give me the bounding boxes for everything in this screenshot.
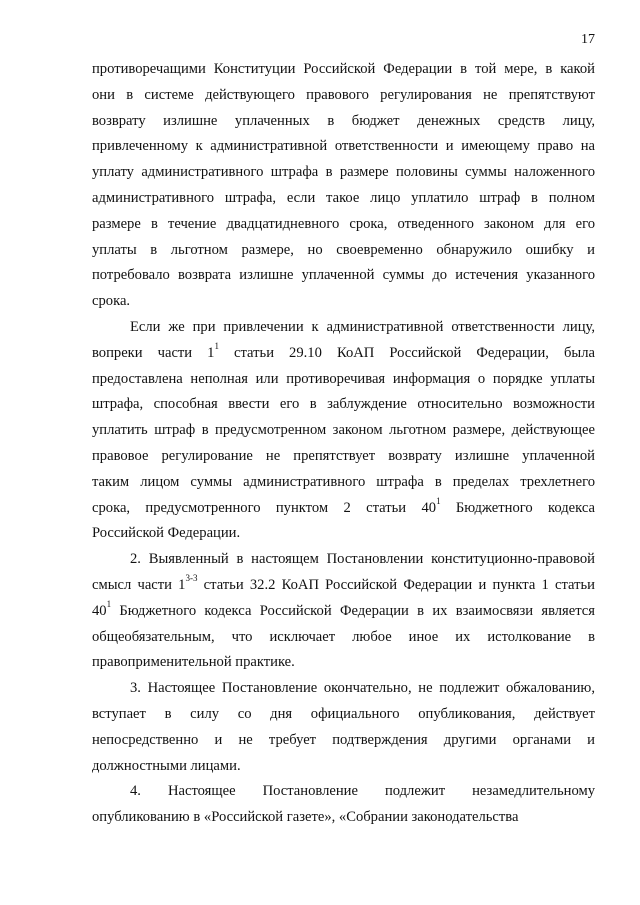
text-line: они в системе действующего правового регулирования не препятствуют bbox=[92, 86, 595, 103]
text-line: вопреки части $1^1$ статьи 29.10 КоАП Российской Федерации, была bbox=[92, 340, 595, 361]
superscript: 3-3 bbox=[185, 573, 198, 584]
text-line: возврату излишне уплаченных в бюджет денежных средств лицу, bbox=[92, 112, 595, 129]
paragraph-p4 bbox=[92, 779, 595, 831]
text-line: уплату административного штрафа в размере половины суммы наложенного bbox=[92, 164, 595, 181]
text-line: срока. bbox=[92, 293, 131, 310]
text-line: уплаты в льготном размере, но своевременно обнаружило ошибку и bbox=[92, 241, 595, 258]
text-line: срока, предусмотренного пунктом 2 статьи $40^1$ Бюджетного кодекса bbox=[92, 495, 595, 516]
text-line: потребовало возврата излишне уплаченной суммы до истечения указанного bbox=[92, 267, 595, 284]
text-line: таким лицом суммы административного штрафа в пределах трехлетнего bbox=[92, 473, 595, 490]
superscript: 1 bbox=[436, 495, 441, 506]
text-line: 3. Настоящее Постановление окончательно, не подлежит обжалованию, bbox=[130, 680, 595, 697]
text-line: Российской Федерации. bbox=[92, 525, 241, 542]
text-line: 4. Настоящее Постановление подлежит незамедлительному bbox=[130, 783, 595, 800]
text-line: опубликованию в «Российской газете», «Собрании законодательства bbox=[92, 809, 519, 826]
paragraph-p0 bbox=[92, 57, 595, 315]
paragraph-p3 bbox=[92, 676, 595, 779]
document-body bbox=[92, 57, 595, 831]
text-line: противоречащими Конституции Российской Федерации в той мере, в какой bbox=[92, 61, 595, 77]
text-line: Если же при привлечении к административной ответственности лицу, bbox=[130, 318, 595, 335]
paragraph-p1 bbox=[92, 315, 595, 547]
text-line: правовое регулирование не препятствует возврату излишне уплаченной bbox=[92, 447, 595, 464]
text-line: должностными лицами. bbox=[92, 757, 241, 774]
superscript: 1 bbox=[214, 340, 219, 351]
text-line: вступает в силу со дня официального опубликования, действует bbox=[92, 705, 595, 722]
text-line: предоставлена неполная или противоречивая информация о порядке уплаты bbox=[92, 370, 595, 387]
text-line: правоприменительной практике. bbox=[92, 654, 295, 671]
text-line: общеобязательным, что исключает любое иное их истолкование в bbox=[92, 628, 595, 645]
text-line: административного штрафа, если такое лицо уплатило штраф в полном bbox=[92, 189, 595, 206]
text-line: смысл части 1$^{3-3}$ статьи 32.2 КоАП Российской Федерации и пункта 1 статьи bbox=[92, 573, 595, 593]
text-line: непосредственно и не требует подтверждения другими органами и bbox=[92, 731, 595, 748]
paragraph-p2 bbox=[92, 547, 595, 676]
page-number: 17 bbox=[581, 32, 595, 47]
text-line: 2. Выявленный в настоящем Постановлении конституционно-правовой bbox=[130, 551, 595, 568]
text-line: штрафа, способная ввести его в заблуждение относительно возможности bbox=[92, 396, 595, 413]
text-line: привлеченному к административной ответственности и имеющему право на bbox=[92, 138, 595, 155]
text-line: размере в течение двадцатидневного срока, отведенного законом для его bbox=[92, 215, 595, 232]
superscript: 1 bbox=[106, 598, 112, 609]
text-line: $40^1$ Бюджетного кодекса Российской Федерации в их взаимосвязи является bbox=[92, 598, 595, 619]
text-line: уплатить штраф в предусмотренном законом льготном размере, действующее bbox=[92, 422, 595, 439]
